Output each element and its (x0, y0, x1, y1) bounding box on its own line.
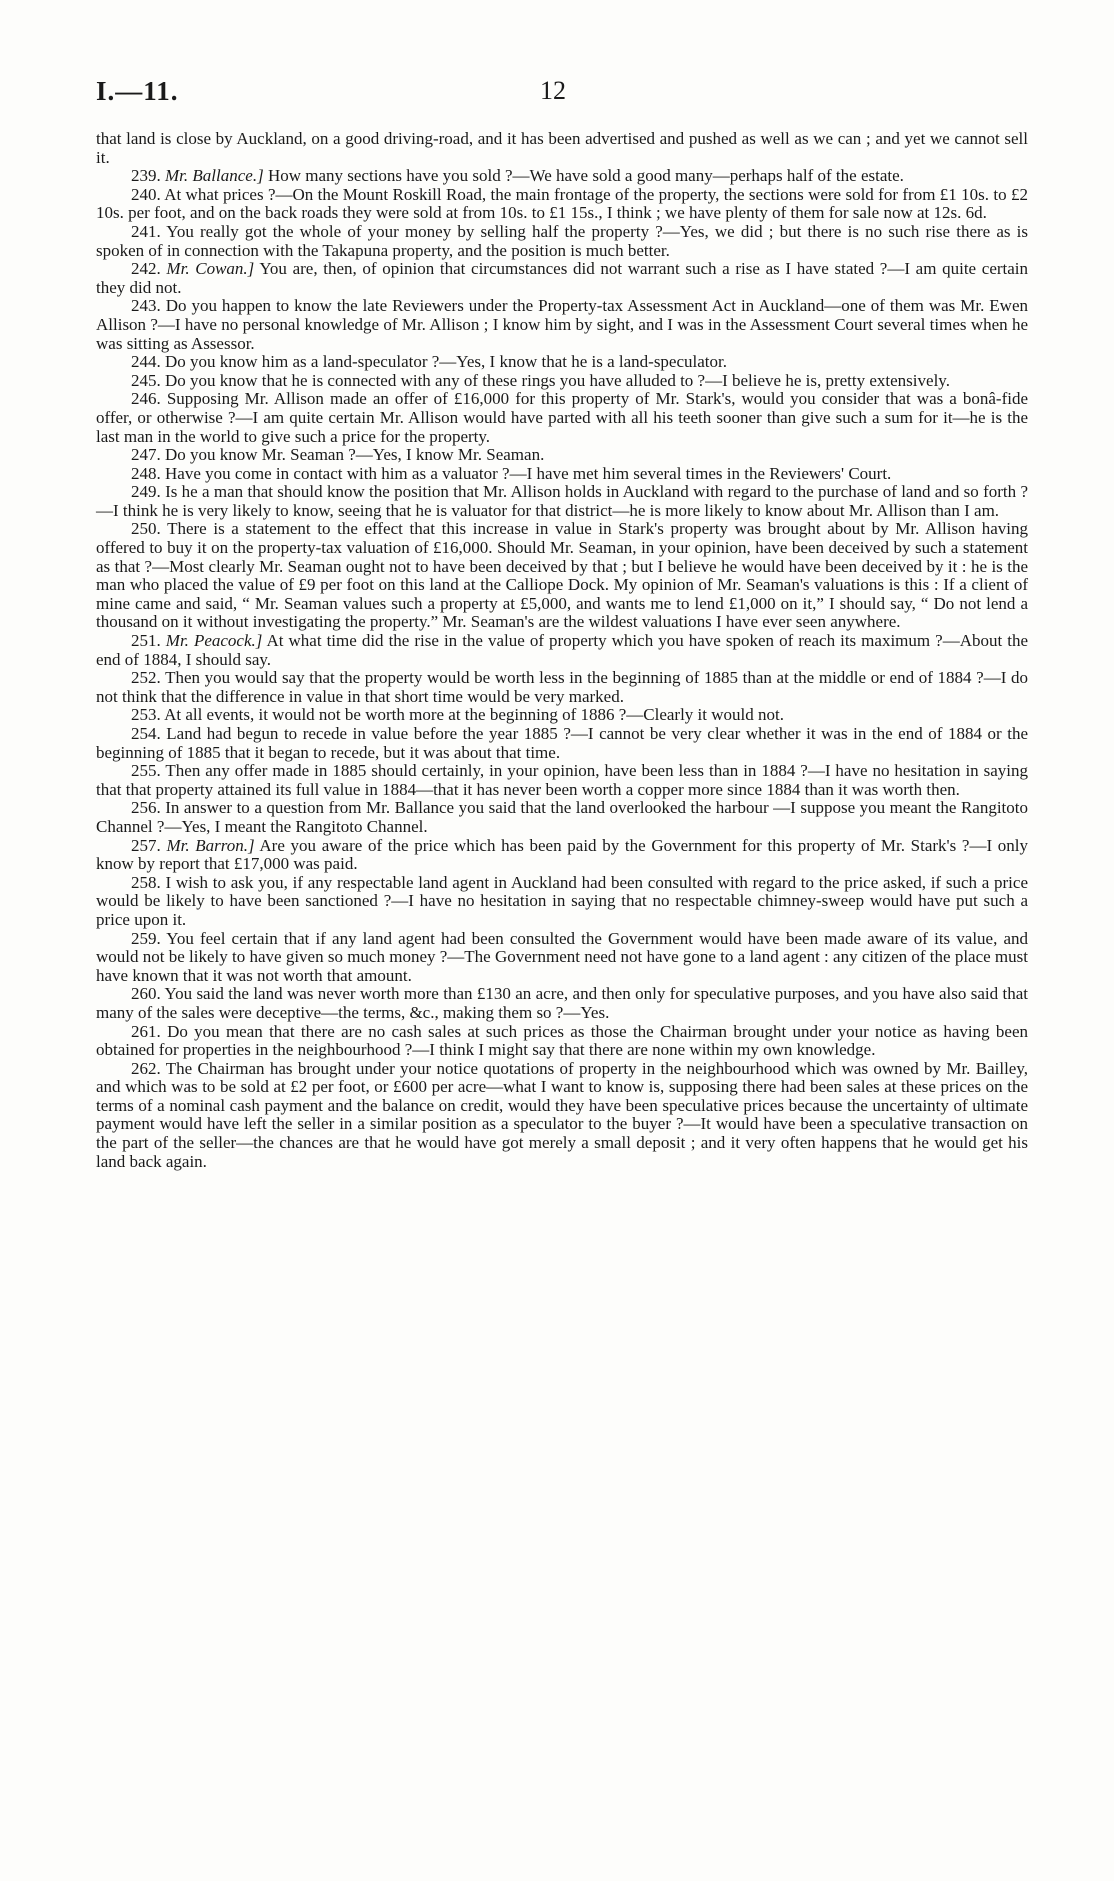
question-number: 255. (131, 761, 161, 781)
question-249: 249. Is he a man that should know the position that Mr. Allison holds in Auckland with regard to the purchase of land and so forth ?—I think he is very likely to know, seeing that he is valuator for that district—he is more likely to know about Mr. Allison than I am. (96, 482, 1028, 520)
question-261: 261. Do you mean that there are no cash sales at such prices as those the Chairman brought under your notice as having been obtained for properties in the neighbourhood ?—I think I might say that there are none within my own knowledge. (96, 1021, 1029, 1060)
question-243: 243. Do you happen to know the late Reviewers under the Property-tax Assessment Act in Auckland—one of them was Mr. Ewen Allison ?—I have no personal knowledge of Mr. Allison ; I know him by sight, and I was in the Assessment Court several times when he was sitting as Assessor. (96, 296, 1029, 353)
question-245: 245. Do you know that he is connected with any of these rings you have alluded to ?—I believe he is, pretty extensively. (131, 370, 950, 390)
question-number: 251. (131, 631, 161, 651)
speaker-label: Mr. Ballance.] (165, 166, 264, 186)
question-254: 254. Land had begun to recede in value before the year 1885 ?—I cannot be very clear whether it was in the end of 1884 or the beginning of 1885 that it began to recede, but it was about that time. (96, 724, 1028, 762)
question-number: 243. (131, 296, 161, 316)
question-number: 260. (131, 984, 161, 1004)
question-262: 262. The Chairman has brought under your notice quotations of property in the neighbourhood which was owned by Mr. Bailley, and which was to be sold at £2 per foot, or £600 per acre—what I want to know is, supposing there had been sales at these prices on the terms of a nominal cash payment and the balance on credit, would they have been speculative prices because the uncertainty of ultimate payment would have left the seller in a similar position as a speculator to the buyer ?—It would have been a speculative transaction on the part of the seller—the chances are that he would have got merely a small deposit ; and it very often happens that he would get his land back again. (96, 1058, 1028, 1171)
question-number: 249. (131, 482, 161, 502)
question-number: 254. (131, 724, 161, 743)
question-252: 252. Then you would say that the property would be worth less in the beginning of 1885 than at the middle or end of 1884 ?—I do not think that the difference in value in that short time would be very marked. (96, 668, 1028, 706)
question-number: 245. (131, 370, 161, 390)
question-247: 247. Do you know Mr. Seaman ?—Yes, I know Mr. Seaman. (131, 445, 545, 465)
question-246: 246. Supposing Mr. Allison made an offer of £16,000 for this property of Mr. Stark's, would you consider that was a bonâ-fide offer, or otherwise ?—I am quite certain Mr. Allison would have parted with all his teeth sooner than give such a sum for it—he is the last man in the world to give such a price for the property. (96, 389, 1029, 446)
question-number: 252. (131, 668, 161, 688)
question-number: 256. (131, 798, 161, 818)
question-255: 255. Then any offer made in 1885 should certainly, in your opinion, have been less than in 1884 ?—I have no hesitation in saying that that property attained its full value in 1884—that it has never been worth a copper more since 1884 than it was worth then. (96, 761, 1028, 799)
speaker-label: Mr. Barron.] (166, 835, 255, 855)
speaker-label: Mr. Cowan.] (166, 259, 255, 279)
question-number: 242. (131, 259, 161, 279)
question-number: 257. (131, 835, 161, 855)
question-number: 261. (131, 1021, 161, 1041)
question-241: 241. You really got the whole of your money by selling half the property ?—Yes, we did ; but there is no such rise there as is spoken of in connection with the Takapuna property, and the position is much better. (96, 221, 1029, 260)
question-number: 253. (131, 705, 161, 725)
question-number: 246. (131, 389, 161, 409)
question-number: 240. (131, 184, 161, 204)
question-251: 251. Mr. Peacock.] At what time did the rise in the value of property which you have spoken of reach its maximum ?—About the end of 1884, I should say. (96, 631, 1028, 669)
question-253: 253. At all events, it would not be worth more at the beginning of 1886 ?—Clearly it would not. (131, 705, 784, 725)
question-239: 239. Mr. Ballance.] How many sections have you sold ?—We have sold a good many—perhaps half of the estate. (131, 166, 904, 186)
question-number: 262. (131, 1058, 161, 1078)
question-number: 258. (131, 872, 161, 892)
question-number: 248. (131, 463, 161, 483)
question-256: 256. In answer to a question from Mr. Ballance you said that the land overlooked the harbour —I suppose you meant the Rangitoto Channel ?—Yes, I meant the Rangitoto Channel. (96, 798, 1029, 836)
body-text (96, 130, 1028, 1171)
page-number: 12 (540, 76, 566, 105)
paragraph-238-continued: that land is close by Auckland, on a good driving-road, and it has been advertised and pushed as well as we can ; and yet we cannot sell it. (96, 129, 1028, 167)
question-244: 244. Do you know him as a land-speculator ?—Yes, I know that he is a land-speculator. (131, 352, 727, 372)
question-number: 259. (131, 928, 161, 948)
question-number: 244. (131, 352, 161, 372)
question-257: 257. Mr. Barron.] Are you aware of the price which has been paid by the Government for this property of Mr. Stark's ?—I only know by report that £17,000 was paid. (96, 835, 1029, 874)
question-number: 247. (131, 445, 161, 465)
question-250: 250. There is a statement to the effect that this increase in value in Stark's property was brought about by Mr. Allison having offered to buy it on the property-tax valuation of £16,000. Should Mr. Seaman, in your opinion, have been deceived by such a statement as that ?—Most clearly Mr. Seaman ought not to have been deceived by that ; but I believe he would have been deceived by it : he is the man who placed the value of £9 per foot on this land at the Calliope Dock. My opinion of Mr. Seaman's valuations is this : If a client of mine came and said, “ Mr. Seaman values such a property at £5,000, and wants me to lend £1,000 on it,” I should say, “ Do not lend a thousand on it without investigating the property.” Mr. Seaman's are the wildest valuations I have ever seen anywhere. (96, 519, 1028, 632)
question-number: 250. (131, 519, 161, 539)
document-reference: I.—11. (96, 76, 179, 106)
question-240: 240. At what prices ?—On the Mount Roskill Road, the main frontage of the property, the sections were sold for from £1 10s. to £2 10s. per foot, and on the back roads they were sold at from 10s. to £1 15s., I think ; we have plenty of them for sale now at 12s. 6d. (96, 184, 1029, 223)
question-number: 241. (131, 221, 161, 241)
page-header (96, 76, 1026, 116)
question-259: 259. You feel certain that if any land agent had been consulted the Government would have been made aware of its value, and would not be likely to have given so much money ?—The Government need not have gone to a land agent : any citizen of the place must have known that it was not worth that amount. (96, 928, 1029, 985)
question-242: 242. Mr. Cowan.] You are, then, of opinion that circumstances did not warrant such a rise as I have stated ?—I am quite certain they did not. (96, 259, 1029, 297)
question-260: 260. You said the land was never worth more than £130 an acre, and then only for speculative purposes, and you have also said that many of the sales were deceptive—the terms, &c., making them so ?—Yes. (96, 984, 1028, 1022)
question-number: 239. (131, 166, 161, 186)
question-258: 258. I wish to ask you, if any respectable land agent in Auckland had been consulted with regard to the price asked, if such a price would be likely to have been sanctioned ?—I have no hesitation in saying that no respectable chimney-sweep would have put such a price upon it. (96, 872, 1028, 929)
speaker-label: Mr. Peacock.] (165, 631, 263, 651)
question-248: 248. Have you come in contact with him as a valuator ?—I have met him several times in the Reviewers' Court. (131, 463, 892, 483)
